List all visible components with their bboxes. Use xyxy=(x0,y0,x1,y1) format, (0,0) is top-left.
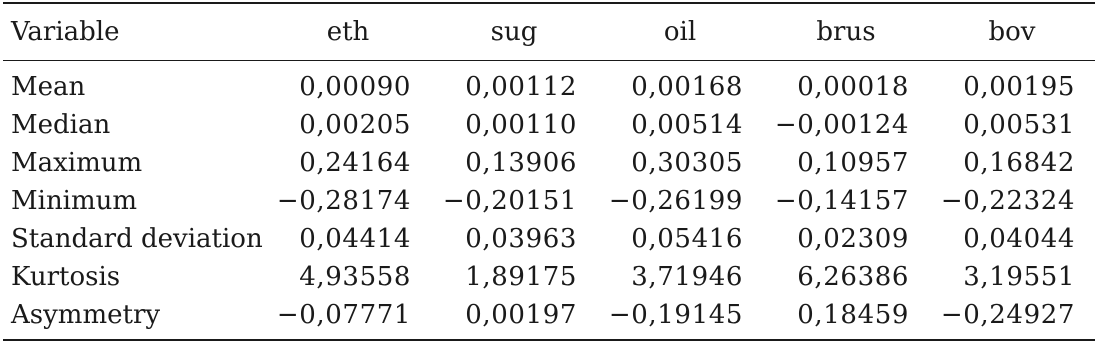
column-header-sug: sug xyxy=(490,17,538,47)
table-row xyxy=(3,220,1095,258)
cell-eth: 0,04414 xyxy=(299,224,411,255)
table-row xyxy=(3,182,1095,220)
cell-eth: 0,00090 xyxy=(299,72,411,103)
cell-brus: 0,00018 xyxy=(797,72,909,103)
column-header-bov: bov xyxy=(988,17,1036,47)
cell-sug: 0,03963 xyxy=(465,224,577,255)
cell-oil: 0,30305 xyxy=(631,148,743,179)
cell-oil: 3,71946 xyxy=(631,262,743,293)
cell-sug: 1,89175 xyxy=(465,262,577,293)
cell-oil: −0,19145 xyxy=(608,300,743,331)
cell-sug: 0,00110 xyxy=(465,110,577,141)
cell-eth: 0,00205 xyxy=(299,110,411,141)
cell-brus: 0,18459 xyxy=(797,300,909,331)
cell-oil: −0,26199 xyxy=(608,186,743,217)
cell-sug: −0,20151 xyxy=(442,186,577,217)
row-label: Median xyxy=(11,110,111,141)
cell-oil: 0,00168 xyxy=(631,72,743,103)
cell-bov: 0,00531 xyxy=(963,110,1075,141)
cell-oil: 0,00514 xyxy=(631,110,743,141)
row-label: Mean xyxy=(11,72,86,103)
table-row xyxy=(3,296,1095,334)
row-label: Asymmetry xyxy=(11,300,161,331)
cell-bov: −0,24927 xyxy=(940,300,1075,331)
cell-brus: −0,14157 xyxy=(774,186,909,217)
row-label: Minimum xyxy=(11,186,138,217)
cell-oil: 0,05416 xyxy=(631,224,743,255)
cell-eth: 0,24164 xyxy=(299,148,411,179)
table-row xyxy=(3,258,1095,296)
cell-brus: −0,00124 xyxy=(774,110,909,141)
row-label: Kurtosis xyxy=(11,262,121,293)
cell-sug: 0,00197 xyxy=(465,300,577,331)
cell-bov: 0,16842 xyxy=(963,148,1075,179)
table-header-row xyxy=(3,4,1095,60)
statistics-table xyxy=(3,0,1095,341)
column-header-eth: eth xyxy=(326,17,370,47)
cell-sug: 0,00112 xyxy=(465,72,577,103)
table-row xyxy=(3,106,1095,144)
cell-bov: −0,22324 xyxy=(940,186,1075,217)
cell-bov: 0,00195 xyxy=(963,72,1075,103)
row-label: Standard deviation xyxy=(11,224,263,255)
table-row xyxy=(3,68,1095,106)
cell-bov: 0,04044 xyxy=(963,224,1075,255)
cell-brus: 0,10957 xyxy=(797,148,909,179)
column-header-brus: brus xyxy=(816,17,876,47)
cell-eth: 4,93558 xyxy=(299,262,411,293)
cell-brus: 0,02309 xyxy=(797,224,909,255)
column-header-variable: Variable xyxy=(11,17,120,47)
cell-eth: −0,28174 xyxy=(276,186,411,217)
table-row xyxy=(3,144,1095,182)
cell-sug: 0,13906 xyxy=(465,148,577,179)
cell-eth: −0,07771 xyxy=(276,300,411,331)
row-label: Maximum xyxy=(11,148,143,179)
column-header-oil: oil xyxy=(663,17,697,47)
cell-brus: 6,26386 xyxy=(797,262,909,293)
cell-bov: 3,19551 xyxy=(963,262,1075,293)
